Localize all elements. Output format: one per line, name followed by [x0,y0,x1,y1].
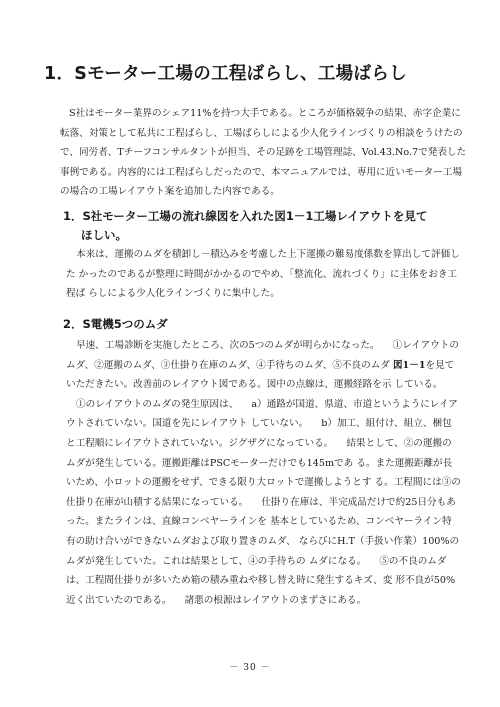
section-1-heading-line: 1．S社モーター工場の流れ線図を入れた図1－1工場レイアウトを見て [63,209,428,223]
body-line: 諸悪の根源はレイアウトのまずさにある。 [184,594,367,606]
body-line: 本来は、運搬のムダを積卸し－積込みを考慮した上下運搬の難易度係数を算出して評価した [66,249,460,280]
body-line: 形不良が50%近く出ていたのである。 [66,575,456,606]
body-line: 仕掛り在庫は、半完成品だけで約25日分もあった。またラインは、直線コンベヤーラインを [66,496,456,528]
body-line: b）加工、組付け、組立、梱包と工程順にレイアウトされていない。ジグザグになっている。 [66,418,452,449]
body-line: 早速、工場診断を実施したところ、次の5つのムダが明らかになった。 [76,340,380,351]
intro-line: の場合の工場レイアウト案を追加した内容である。 [60,186,280,197]
body-line: る。工程間には③の仕掛り在庫が山積する結果になっている。 [66,477,461,508]
section-2-heading: 2．S電機5つのムダ [63,317,168,331]
figure-reference: 図1－1 [392,359,426,371]
body-line: していない。 [250,418,309,430]
body-line: 結果として、②の運搬のムダが発生している。運搬距離はPSCモーターだけでも145mであ [66,437,452,469]
section-2-body [66,336,461,610]
body-line: している。 [394,379,443,391]
body-line: ①レイアウトのムダ、②運搬のムダ、③仕掛り在庫のムダ、④手待ちのムダ、⑤不良のムダ [66,340,459,371]
section-1-body [66,245,461,304]
section-1-heading [63,207,463,245]
intro-line: S社はモーター業界のシェア11%を持つ大手である。ところが価格競争の結果、赤字企業に [69,108,461,119]
intro-line: 事例である。内容的には工程ばらしだったので、本マニュアルでは、専用に近いモーター工場 [60,166,462,178]
body-line: ①のレイアウトのムダの発生原因は、 [76,398,239,410]
page-number: － 30 － [229,663,271,673]
body-line-rest: を見ていただきたい。改善前のレイアウト図である。図中の点線は、運搬経路を示 [66,359,455,391]
page-title: 1．Sモーター工場の工程ばらし、工場ばらし [44,64,407,84]
intro-paragraph [60,104,467,202]
section-1-heading-line: ほしい。 [81,228,127,242]
body-line: らしによる少人化ラインづくりに集中した。 [88,288,280,299]
body-line: ⑤の不良のムダは、工程間仕掛りが多いため箱の積み重ねや移し替え時に発生するキズ、変 [66,555,447,587]
intro-line: で、同労者、Tチーフコンサルタントが担当、その足跡を工場管理誌、Vol.43.No.7で発表した [60,147,467,158]
body-line: ムダになる。 [308,555,367,567]
body-line: かったのであるが整理に時間がかかるのでやめ、「整流化、流れづくり」に主体をおき工程ば [66,268,458,299]
body-line: 基本としているため、コンベヤーライン特有の助け合いができないムダおよび取り置きのムダ、 [66,516,452,547]
body-line: る。また運搬距離が長いため、小ロットの運搬をせず、できる限り大ロットで運搬しようとす [66,457,453,489]
intro-line: 転落、対策として私共に工程ばらし、工場ばらしによる少人化ラインづくりの相談をうけたの [60,127,463,139]
body-line: a）通路が国道、県道、市道というようにレイアウトされていない。国道を先にレイアウト [66,398,458,430]
body-line: ならびにH.T（手扱い作業）100%のムダが発生していた。これは結果として、④の手待ちの [66,535,460,567]
